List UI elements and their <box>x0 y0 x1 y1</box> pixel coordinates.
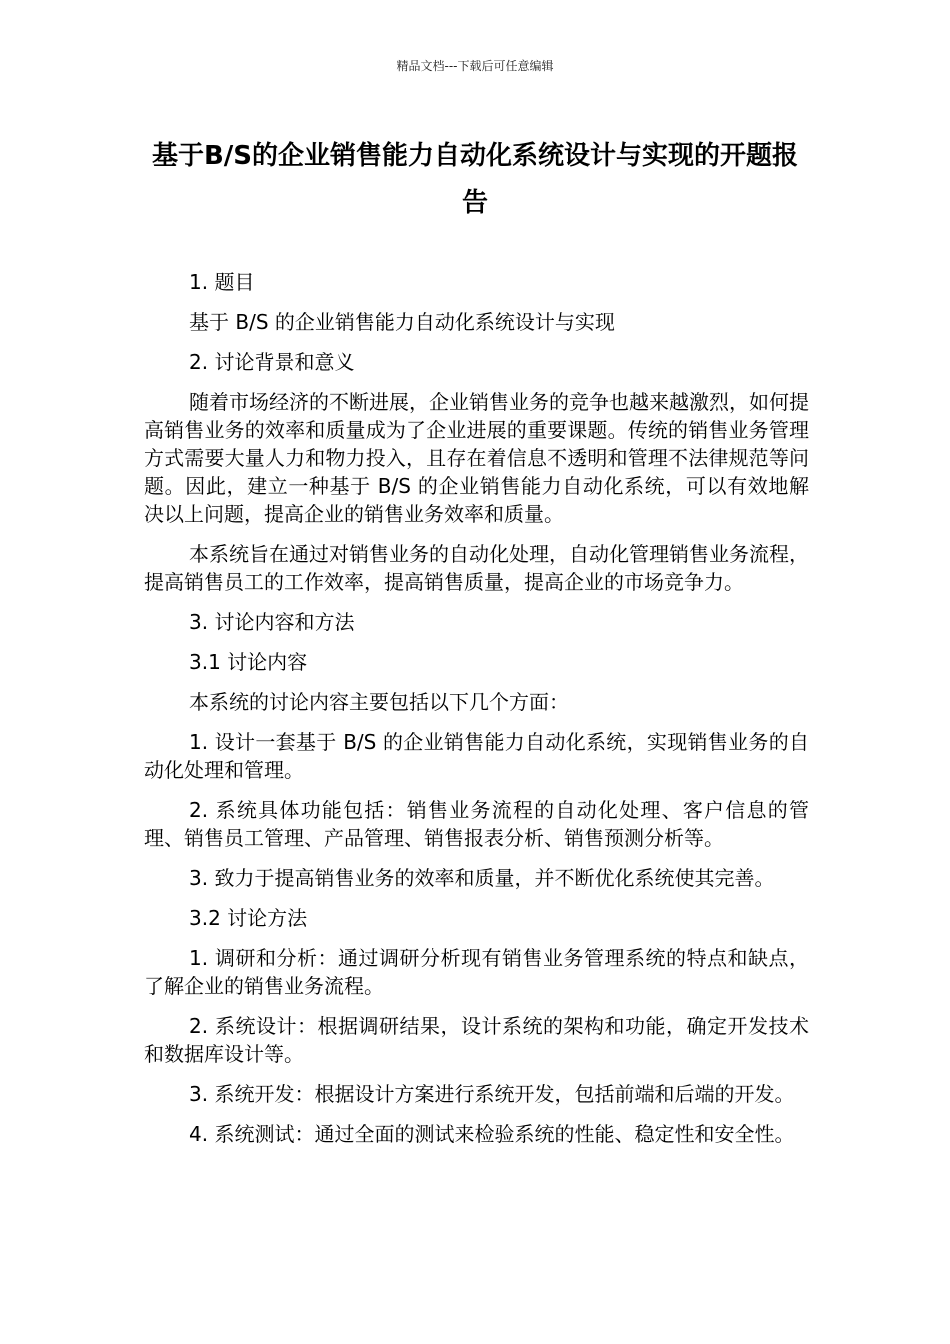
topic-text: 基于 B/S 的企业销售能力自动化系统设计与实现 <box>189 310 615 334</box>
section-heading-topic: 1. 题目 <box>189 270 255 294</box>
document-body <box>144 268 809 1160</box>
section-heading-background: 2. 讨论背景和意义 <box>189 350 355 374</box>
subsection-heading-method: 3.2 讨论方法 <box>189 906 308 930</box>
content-item-1: 1. 设计一套基于 B/S 的企业销售能力自动化系统，实现销售业务的自动化处理和管理。 <box>144 730 809 782</box>
header-note: 精品文档---下载后可任意编辑 <box>396 59 554 73</box>
content-intro: 本系统的讨论内容主要包括以下几个方面： <box>189 690 569 714</box>
method-item-2: 2. 系统设计：根据调研结果，设计系统的架构和功能，确定开发技术和数据库设计等。 <box>144 1014 809 1066</box>
background-paragraph: 随着市场经济的不断进展，企业销售业务的竞争也越来越激烈，如何提高销售业务的效率和质量成为了企业进展的重要课题。传统的销售业务管理方式需要大量人力和物力投入，且存在着信息不透明和管理不法律规范等问题。因此，建立一种基于 B/S 的企业销售能力自动化系统，可以有效地解决以上问题，提高企业的销售业务效率和质量。 <box>144 390 809 526</box>
method-item-3: 3. 系统开发：根据设计方案进行系统开发，包括前端和后端的开发。 <box>189 1082 795 1106</box>
content-item-2: 2. 系统具体功能包括：销售业务流程的自动化处理、客户信息的管理、销售员工管理、产品管理、销售报表分析、销售预测分析等。 <box>144 798 809 850</box>
document-title: 基于B/S的企业销售能力自动化系统设计与实现的开题报告 <box>151 141 799 218</box>
content-item-3: 3. 致力于提高销售业务的效率和质量，并不断优化系统使其完善。 <box>189 866 775 890</box>
method-item-4: 4. 系统测试：通过全面的测试来检验系统的性能、稳定性和安全性。 <box>189 1122 795 1146</box>
purpose-paragraph: 本系统旨在通过对销售业务的自动化处理，自动化管理销售业务流程，提高销售员工的工作效率，提高销售质量，提高企业的市场竞争力。 <box>144 542 809 594</box>
method-item-1: 1. 调研和分析：通过调研分析现有销售业务管理系统的特点和缺点，了解企业的销售业务流程。 <box>144 946 809 998</box>
section-heading-content-method: 3. 讨论内容和方法 <box>189 610 355 634</box>
subsection-heading-content: 3.1 讨论内容 <box>189 650 308 674</box>
